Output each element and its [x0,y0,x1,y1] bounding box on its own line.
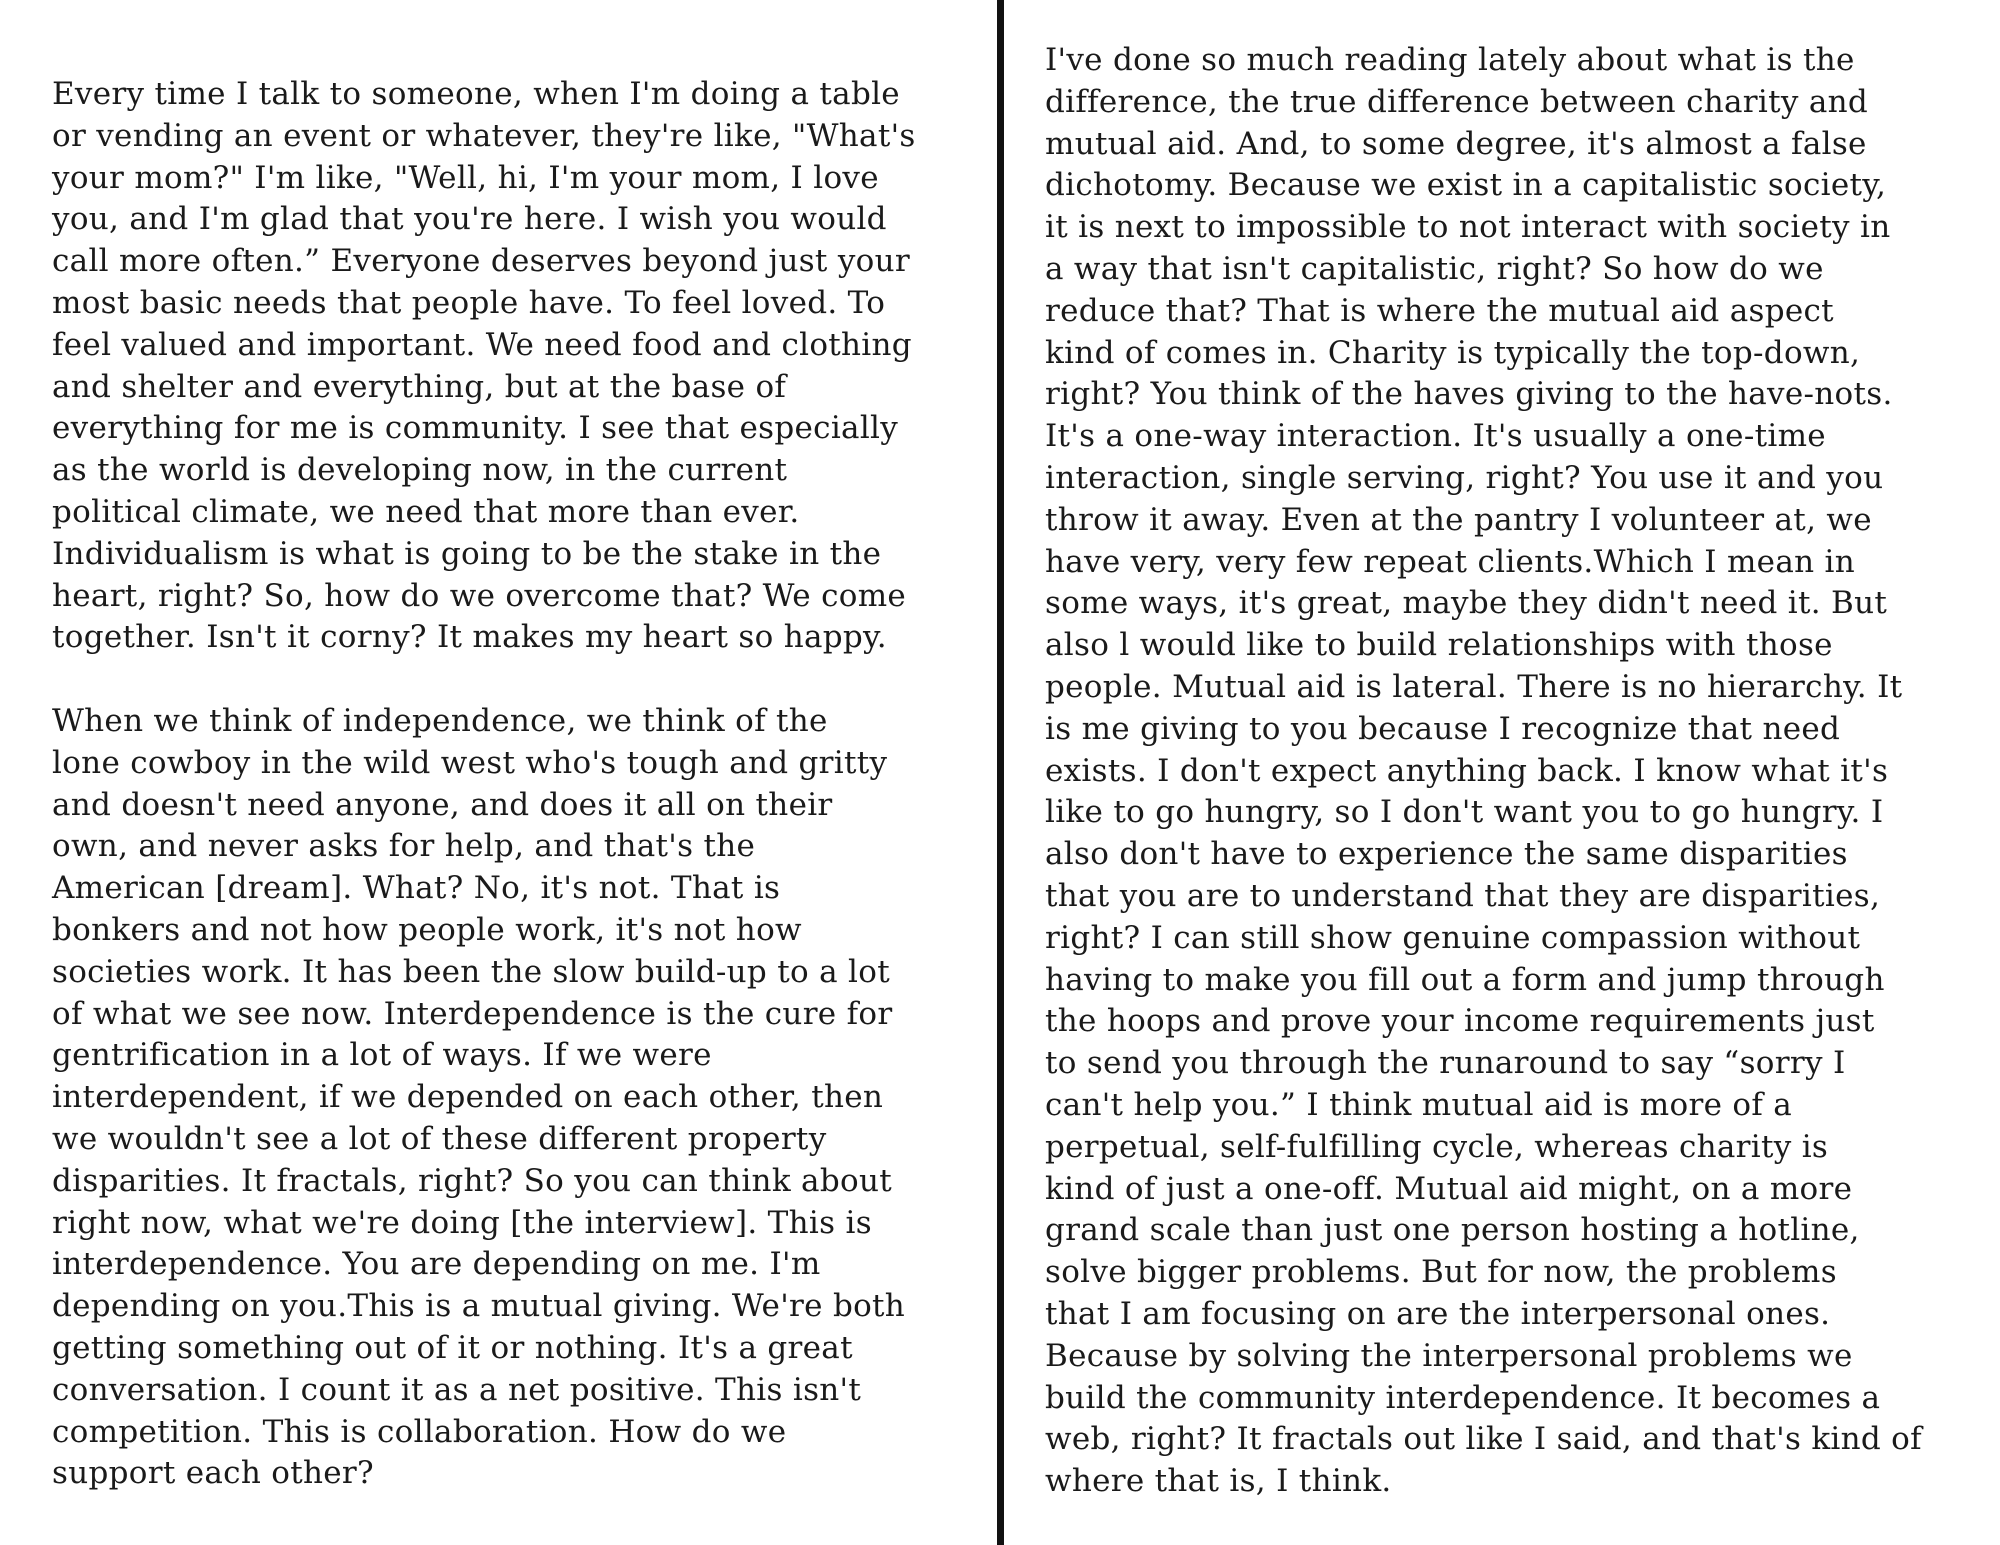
text-line: mutual aid. And, to some degree, it's almost a false [1045,125,1867,162]
text-line: exists. I don't expect anything back. I know what it's [1045,752,1889,789]
text-line: and shelter and everything, but at the base of [52,368,787,405]
text-line: people. Mutual aid is lateral. There is no hierarchy. It [1045,668,1903,705]
text-line: it is next to impossible to not interact with society in [1045,209,1891,246]
text-line: reduce that? That is where the mutual aid aspect [1045,292,1834,329]
text-line: own, and never asks for help, and that's the [52,828,756,865]
text-line: and doesn't need anyone, and does it all on their [52,786,833,823]
text-line: gentrification in a lot of ways. If we were [52,1037,712,1074]
text-line: bonkers and not how people work, it's not how [52,911,802,948]
text-line: support each other? [52,1455,374,1492]
text-line: difference, the true difference between charity and [1045,83,1869,120]
text-line: call more often.” Everyone deserves beyond just your [52,243,910,280]
text-line: or vending an event or whatever, they're like, "What's [52,117,916,154]
text-line: a way that isn't capitalistic, right? So how do we [1045,250,1824,287]
text-line: getting something out of it or nothing. It's a great [52,1329,853,1366]
text-line: kind of comes in. Charity is typically the top-down, [1045,334,1861,371]
text-line: competition. This is collaboration. How do we [52,1413,787,1450]
text-line: grand scale than just one person hosting a hotline, [1045,1212,1860,1249]
text-line: I've done so much reading lately about what is the [1045,42,1855,78]
text-line: to send you through the runaround to say “sorry I [1045,1045,1846,1082]
text-line: also don't have to experience the same disparities [1045,836,1848,873]
text-line: It's a one-way interaction. It's usually a one-time [1045,418,1826,455]
text-line: can't help you.” I think mutual aid is more of a [1045,1086,1793,1123]
text-line: societies work. It has been the slow build-up to a lot [52,953,890,990]
text-line: as the world is developing now, in the current [52,452,788,489]
text-line: Every time I talk to someone, when I'm doing a table [52,76,900,112]
text-line: having to make you fill out a form and jump through [1045,961,1885,998]
text-line: American [dream]. What? No, it's not. That is [52,870,781,907]
paragraph-gap [52,659,957,701]
text-line: conversation. I count it as a net positive. This isn't [52,1371,862,1408]
text-line: When we think of independence, we think of the [52,702,828,739]
text-line: solve bigger problems. But for now, the problems [1045,1254,1837,1291]
text-line: Because by solving the interpersonal problems we [1045,1337,1853,1374]
text-line: disparities. It fractals, right? So you can think about [52,1162,892,1199]
left-column [52,74,957,1495]
text-line: political climate, we need that more than ever. [52,493,800,530]
text-line: depending on you.This is a mutual giving. We're both [52,1288,906,1325]
text-line: that you are to understand that they are disparities, [1045,877,1881,914]
column-divider [997,0,1004,1545]
text-line: together. Isn't it corny? It makes my heart so happy. [52,619,887,656]
text-line: have very, very few repeat clients.Which I mean in [1045,543,1856,580]
text-line: everything for me is community. I see that especially [52,410,899,447]
text-line: right? You think of the haves giving to the have-nots. [1045,376,1893,413]
text-line: that I am focusing on are the interpersonal ones. [1045,1295,1831,1332]
text-line: Individualism is what is going to be the stake in the [52,535,882,572]
text-line: build the community interdependence. It becomes a [1045,1379,1881,1416]
text-line: dichotomy. Because we exist in a capitalistic society, [1045,167,1887,204]
text-line: interdependent, if we depended on each other, then [52,1079,884,1116]
left-paragraph-2 [52,701,957,1495]
text-line: also l would like to build relationships with those [1045,627,1833,664]
text-line: lone cowboy in the wild west who's tough and gritty [52,744,888,781]
left-paragraph-1 [52,74,957,659]
text-line: you, and I'm glad that you're here. I wish you would [52,201,887,238]
text-line: right? I can still show genuine compassion without [1045,919,1861,956]
text-line: web, right? It fractals out like I said, and that's kind of [1045,1421,1922,1458]
text-line: some ways, it's great, maybe they didn't need it. But [1045,585,1888,622]
text-line: interdependence. You are depending on me. I'm [52,1246,821,1283]
right-paragraph-1 [1045,40,1950,1503]
text-line: throw it away. Even at the pantry I volunteer at, we [1045,501,1872,538]
text-line: kind of just a one-off. Mutual aid might, on a more [1045,1170,1853,1207]
text-line: is me giving to you because I recognize that need [1045,710,1841,747]
right-column [1045,40,1950,1503]
text-line: feel valued and important. We need food and clothing [52,326,912,363]
text-line: where that is, I think. [1045,1463,1392,1500]
text-line: perpetual, self-fulfilling cycle, whereas charity is [1045,1128,1829,1165]
text-line: interaction, single serving, right? You use it and you [1045,459,1884,496]
text-line: of what we see now. Interdependence is the cure for [52,995,893,1032]
text-line: your mom?" I'm like, "Well, hi, I'm your mom, I love [52,159,879,196]
text-line: right now, what we're doing [the interview]. This is [52,1204,872,1241]
text-line: like to go hungry, so I don't want you to go hungry. I [1045,794,1884,831]
text-line: most basic needs that people have. To feel loved. To [52,284,886,321]
text-line: we wouldn't see a lot of these different property [52,1120,827,1157]
text-line: heart, right? So, how do we overcome that? We come [52,577,907,614]
text-line: the hoops and prove your income requirements just [1045,1003,1875,1040]
